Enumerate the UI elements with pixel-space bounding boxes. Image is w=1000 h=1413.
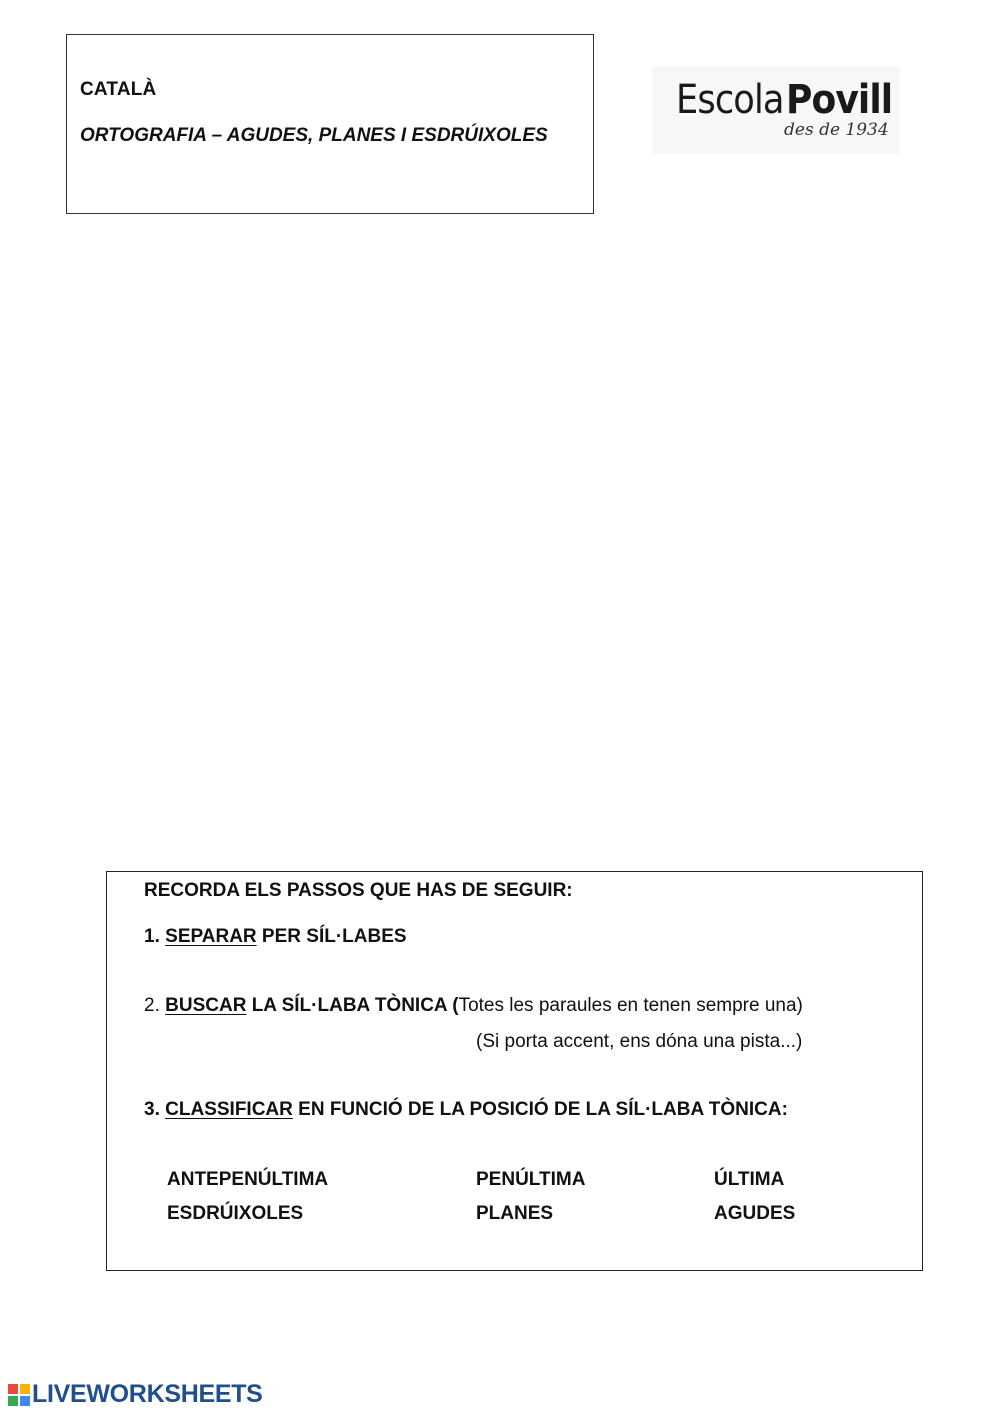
- step-1-text: PER SÍL·LABES: [256, 926, 407, 947]
- step-1-keyword: SEPARAR: [165, 926, 257, 947]
- step-3-keyword: CLASSIFICAR: [165, 1099, 293, 1120]
- step-2-hint: (Si porta accent, ens dóna una pista...): [476, 1031, 803, 1052]
- position-antepenultima: ANTEPENÚLTIMA: [167, 1169, 329, 1190]
- step-2-text: LA SÍL·LABA TÒNICA (: [246, 995, 459, 1016]
- footer-brand-text: LIVEWORKSHEETS: [32, 1380, 263, 1408]
- school-logo-name-light: Escola: [676, 77, 784, 123]
- school-logo-name-bold: Povill: [786, 77, 893, 123]
- step-3: [144, 1099, 788, 1121]
- step-2-note: Totes les paraules en tenen sempre una): [458, 995, 803, 1016]
- liveworksheets-logo-icon: [8, 1384, 30, 1406]
- topic-title: ORTOGRAFIA – AGUDES, PLANES I ESDRÚIXOLES: [80, 125, 548, 146]
- steps-heading: RECORDA ELS PASSOS QUE HAS DE SEGUIR:: [144, 880, 573, 901]
- step-2: [144, 995, 803, 1017]
- step-3-text: EN FUNCIÓ DE LA POSICIÓ DE LA SÍL·LABA TÒNICA:: [292, 1099, 788, 1120]
- school-logo: [652, 66, 900, 154]
- step-1: [144, 926, 407, 948]
- step-2-keyword: BUSCAR: [165, 995, 247, 1016]
- type-esdruixoles: ESDRÚIXOLES: [167, 1203, 304, 1224]
- school-logo-tagline: des de 1934: [784, 120, 889, 140]
- steps-box: [106, 871, 923, 1271]
- step-1-number: 1.: [144, 926, 160, 947]
- school-logo-name: [676, 77, 904, 123]
- step-3-number: 3.: [144, 1099, 160, 1120]
- subject-label: CATALÀ: [80, 79, 157, 100]
- type-planes: PLANES: [476, 1203, 554, 1224]
- position-penultima: PENÚLTIMA: [476, 1169, 586, 1190]
- position-ultima: ÚLTIMA: [714, 1169, 785, 1190]
- type-agudes: AGUDES: [714, 1203, 796, 1224]
- step-2-number: 2.: [144, 995, 160, 1016]
- header-box: [66, 34, 594, 214]
